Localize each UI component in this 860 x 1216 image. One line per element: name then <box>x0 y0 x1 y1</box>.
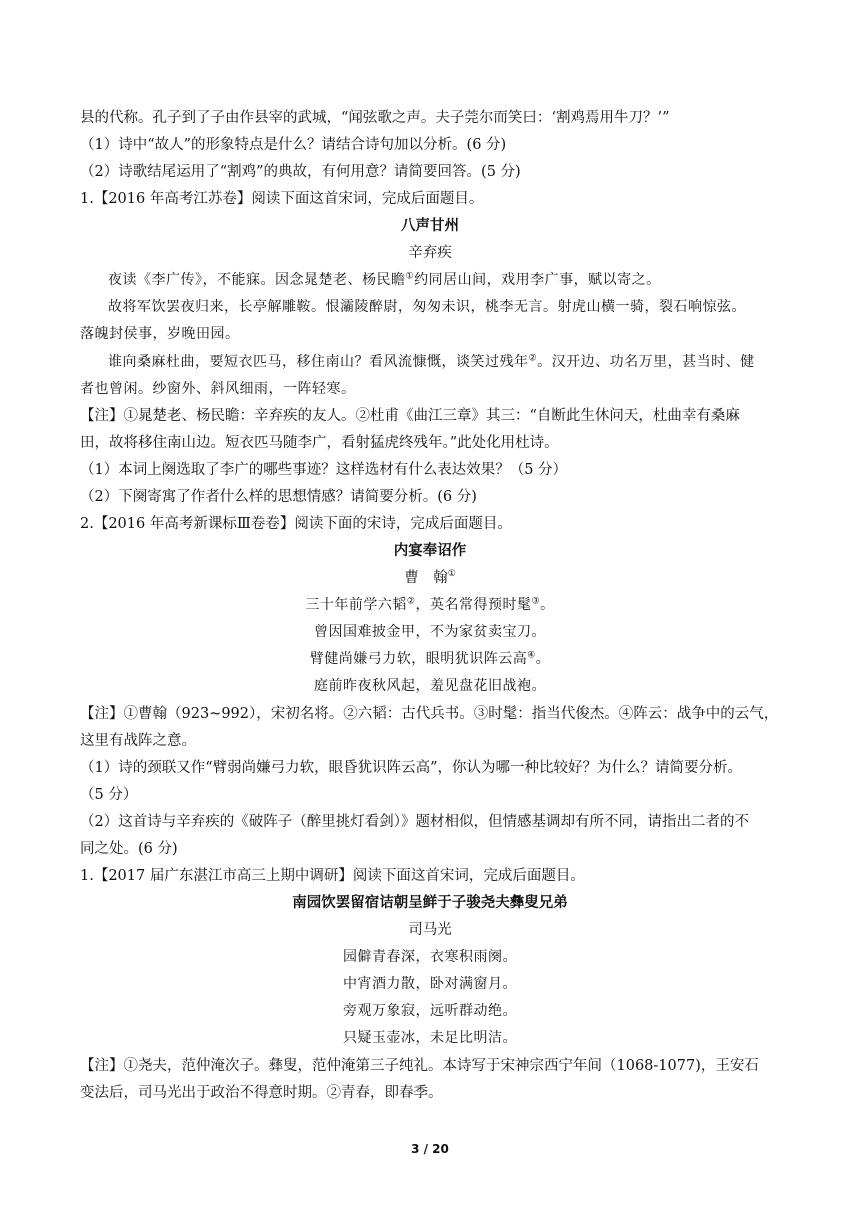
item3-poem-line1: 园僻青春深，衣寒积雨阕。 <box>343 949 517 965</box>
item2-author: 曹 翰① <box>404 569 456 586</box>
question-a2: （2）诗歌结尾运用了“割鸡”的典故，有何用意？请简要回答。(5 分) <box>80 164 521 180</box>
item1-para1-line1: 故将军饮罢夜归来，长亭解雕鞍。恨灞陵醉尉，匆匆未识，桃李无言。射虎山横一骑，裂石响惊弦。 <box>108 299 746 315</box>
item1-title: 八声甘州 <box>401 218 459 234</box>
item2-question2-line1: （2）这首诗与辛弃疾的《破阵子（醉里挑灯看剑）》题材相似，但情感基调却有所不同，请指出二者的不 <box>80 814 749 830</box>
item2-question1-line1: （1）诗的颈联又作“臂弱尚嫌弓力软，眼昏犹识阵云高”，你认为哪一种比较好？为什么？请简要分析。 <box>80 760 743 776</box>
intro-line: 县的代称。孔子到了子由作县宰的武城，“闻弦歌之声。夫子莞尔而笑曰：‘割鸡焉用牛刀？’” <box>80 110 670 126</box>
item1-para1-line2: 落魄封侯事，岁晚田园。 <box>80 326 240 342</box>
item1-question2: （2）下阕寄寓了作者什么样的思想情感？请简要分析。(6 分) <box>80 489 477 505</box>
item1-note-line2: 田，故将移住南山边。短衣匹马随李广，看射猛虎终残年。”此处化用杜诗。 <box>80 435 559 451</box>
item3-poem-line4: 只疑玉壶冰，未足比明洁。 <box>343 1030 517 1046</box>
item2-poem-line3: 臂健尚嫌弓力软，眼明犹识阵云高④。 <box>309 650 551 667</box>
item2-poem-line1: 三十年前学六韬②，英名常得预时髦③。 <box>305 596 555 613</box>
item2-note-line1: 【注】①曹翰（923~992），宋初名将。②六韬：古代兵书。③时髦：指当代俊杰。④阵云：战争中的云气， <box>80 706 779 722</box>
item3-heading: 1.【2017 届广东湛江市高三上期中调研】阅读下面这首宋词，完成后面题目。 <box>80 868 585 884</box>
item3-poem-line2: 中宵酒力散，卧对满窗月。 <box>343 976 517 992</box>
item3-note-line2: 变法后，司马光出于政治不得意时期。②青春，即春季。 <box>80 1085 443 1101</box>
item3-note-line1: 【注】①尧夫，范仲淹次子。彝叟，范仲淹第三子纯礼。本诗写于宋神宗西宁年间（1068-1077)，王安石 <box>80 1058 759 1074</box>
page-number: 3 / 20 <box>411 1142 449 1156</box>
item2-poem-line4: 庭前昨夜秋风起，羞见盘花旧战袍。 <box>314 678 546 694</box>
item2-note-line2: 这里有战阵之意。 <box>80 733 196 749</box>
item2-poem-line2: 曾因国难披金甲，不为家贫卖宝刀。 <box>314 624 546 640</box>
item1-preface: 夜读《李广传》，不能寐。因念晁楚老、杨民瞻①约同居山间，戏用李广事，赋以寄之。 <box>108 271 661 288</box>
item2-heading: 2.【2016 年高考新课标Ⅲ卷卷】阅读下面的宋诗，完成后面题目。 <box>80 516 512 532</box>
item1-note-line1: 【注】①晁楚老、杨民瞻：辛弃疾的友人。②杜甫《曲江三章》其三：“自断此生休问天，杜曲幸有桑麻 <box>80 408 740 424</box>
item1-author: 辛弃疾 <box>408 245 452 261</box>
item2-question1-line2: （5 分） <box>80 787 138 803</box>
item3-title: 南园饮罢留宿诘朝呈鲜于子骏尧夫彝叟兄弟 <box>292 895 568 911</box>
item1-para2-line2: 者也曾闲。纱窗外、斜风细雨，一阵轻寒。 <box>80 381 356 397</box>
item2-title: 内宴奉诏作 <box>393 543 467 559</box>
item3-poem-line3: 旁观万象寂，远听群动绝。 <box>343 1003 517 1019</box>
question-a1: （1）诗中“故人”的形象特点是什么？请结合诗句加以分析。(6 分) <box>80 137 507 153</box>
item1-para2-line1: 谁向桑麻杜曲，要短衣匹马，移住南山？看风流慷慨，谈笑过残年②。汉开边、功名万里，甚当时、健 <box>108 353 755 370</box>
item2-question2-line2: 同之处。(6 分) <box>80 841 178 857</box>
item1-question1: （1）本词上阕选取了李广的哪些事迹？这样选材有什么表达效果？（5 分） <box>80 462 568 478</box>
item3-author: 司马光 <box>408 922 452 938</box>
item1-heading: 1.【2016 年高考江苏卷】阅读下面这首宋词，完成后面题目。 <box>80 191 484 207</box>
